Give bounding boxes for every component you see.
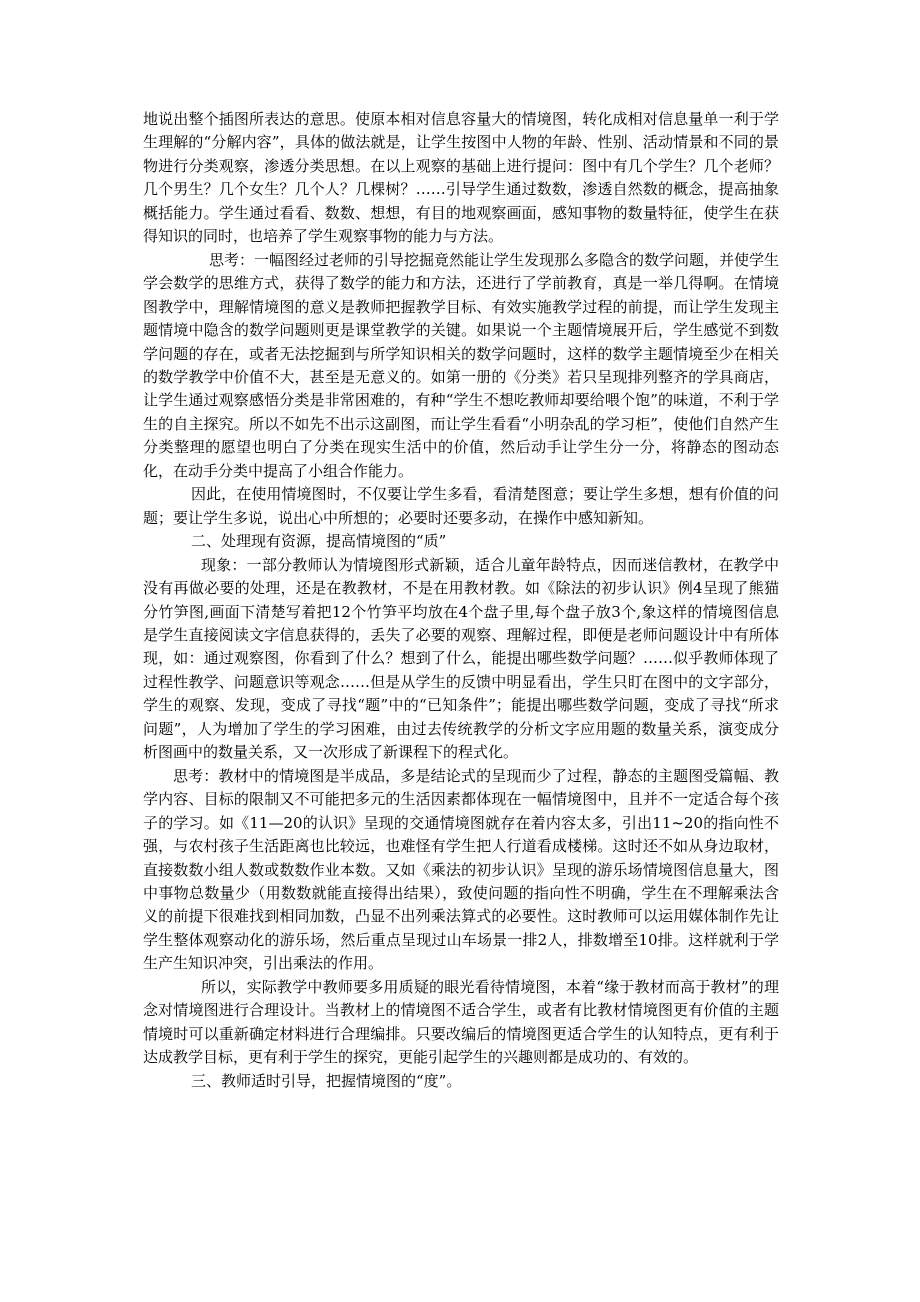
paragraph-conclusion-1: 因此，在使用情境图时，不仅要让学生多看，看清楚图意；要让学生多想，想有价值的问题；要让学生多说，说出心中所想的；必要时还要多动，在操作中感知新知。 (143, 485, 779, 527)
section-heading-3: 三、教师适时引导，把握情境图的“度”。 (191, 1071, 462, 1090)
section-heading-2: 二、处理现有资源，提高情境图的“质” (191, 532, 447, 551)
paragraph-conclusion-2: 所以，实际教学中教师要多用质疑的眼光看待情境图，本着“缘于教材而高于教材”的理念对情境图进行合理设计。当教材上的情境图不适合学生，或者有比教材情境图更有价值的主题情境时可以重新确定材料进行合理编排。只要改编后的情境图更适合学生的认知特点，更有利于达成教学目标，更有利于学生的探究，更能引起学生的兴趣则都是成功的、有效的。 (143, 977, 779, 1067)
paragraph-reflection-2: 思考：教材中的情境图是半成品，多是结论式的呈现而少了过程，静态的主题图受篇幅、教学内容、目标的限制又不可能把多元的生活因素都体现在一幅情境图中，且并不一定适合每个孩子的学习。如《11—20的认识》呈现的交通情境图就存在着内容太多，引出11~20的指向性不强，与农村孩子生活距离也比较远，也难怪有学生把人行道看成楼梯。这时还不如从身边取材，直接数数小组人数或数数作业本数。又如《乘法的初步认识》呈现的游乐场情境图信息量大，图中事物总数量少（用数数就能直接得出结果），致使问题的指向性不明确，学生在不理解乘法含义的前提下很难找到相同加数，凸显不出列乘法算式的必要性。这时教师可以运用媒体制作先让学生整体观察动化的游乐场，然后重点呈现过山车场景一排2人，排数增至10排。这样就利于学生产生知识冲突，引出乘法的作用。 (143, 766, 779, 973)
paragraph-phenomenon: 现象：一部分教师认为情境图形式新颖，适合儿童年龄特点，因而迷信教材，在教学中没有再做必要的处理，还是在教教材，不是在用教材教。如《除法的初步认识》例4呈现了熊猫分竹笋图,画面下清楚写着把12个竹笋平均放在4个盘子里,每个盘子放3个,象这样的情境图信息是学生直接阅读文字信息获得的，丢失了必要的观察、理解过程，即便是老师问题设计中有所体现，如：通过观察图，你看到了什么？想到了什么，能提出哪些数学问题？……似乎教师体现了过程性教学、问题意识等观念……但是从学生的反馈中明显看出，学生只盯在图中的文字部分，学生的观察、发现，变成了寻找“题”中的“已知条件”；能提出哪些数学问题，变成了寻找“所求问题”，人为增加了学生的学习困难，由过去传统教学的分析文字应用题的数量关系，演变成分析图画中的数量关系，又一次形成了新课程下的程式化。 (143, 555, 779, 762)
document-body (143, 108, 779, 1093)
paragraph-intro-continuation: 地说出整个插图所表达的意思。使原本相对信息容量大的情境图，转化成相对信息量单一利于学生理解的“分解内容”，具体的做法就是，让学生按图中人物的年龄、性别、活动情景和不同的景物进行分类观察，渗透分类思想。在以上观察的基础上进行提问：图中有几个学生？几个老师？几个男生？几个女生？几个人？几棵树？……引导学生通过数数，渗透自然数的概念，提高抽象概括能力。学生通过看看、数数、想想，有目的地观察画面，感知事物的数量特征，使学生在获得知识的同时，也培养了学生观察事物的能力与方法。 (143, 110, 779, 246)
paragraph-reflection-1: 思考：一幅图经过老师的引导挖掘竟然能让学生发现那么多隐含的数学问题，并使学生学会数学的思维方式，获得了数学的能力和方法，还进行了学前教育，真是一举几得啊。在情境图教学中，理解情境图的意义是教师把握教学目标、有效实施教学过程的前提，而让学生发现主题情境中隐含的数学问题则更是课堂教学的关键。如果说一个主题情境展开后，学生感觉不到数学问题的存在，或者无法挖掘到与所学知识相关的数学问题时，这样的数学主题情境至少在相关的数学教学中价值不大，甚至是无意义的。如第一册的《分类》若只呈现排列整齐的学具商店，让学生通过观察感悟分类是非常困难的，有种“学生不想吃教师却要给喂个饱”的味道，不利于学生的自主探究。所以不如先不出示这副图，而让学生看看“小明杂乱的学习柜”，使他们自然产生分类整理的愿望也明白了分类在现实生活中的价值，然后动手让学生分一分，将静态的图动态化，在动手分类中提高了小组合作能力。 (143, 250, 780, 480)
